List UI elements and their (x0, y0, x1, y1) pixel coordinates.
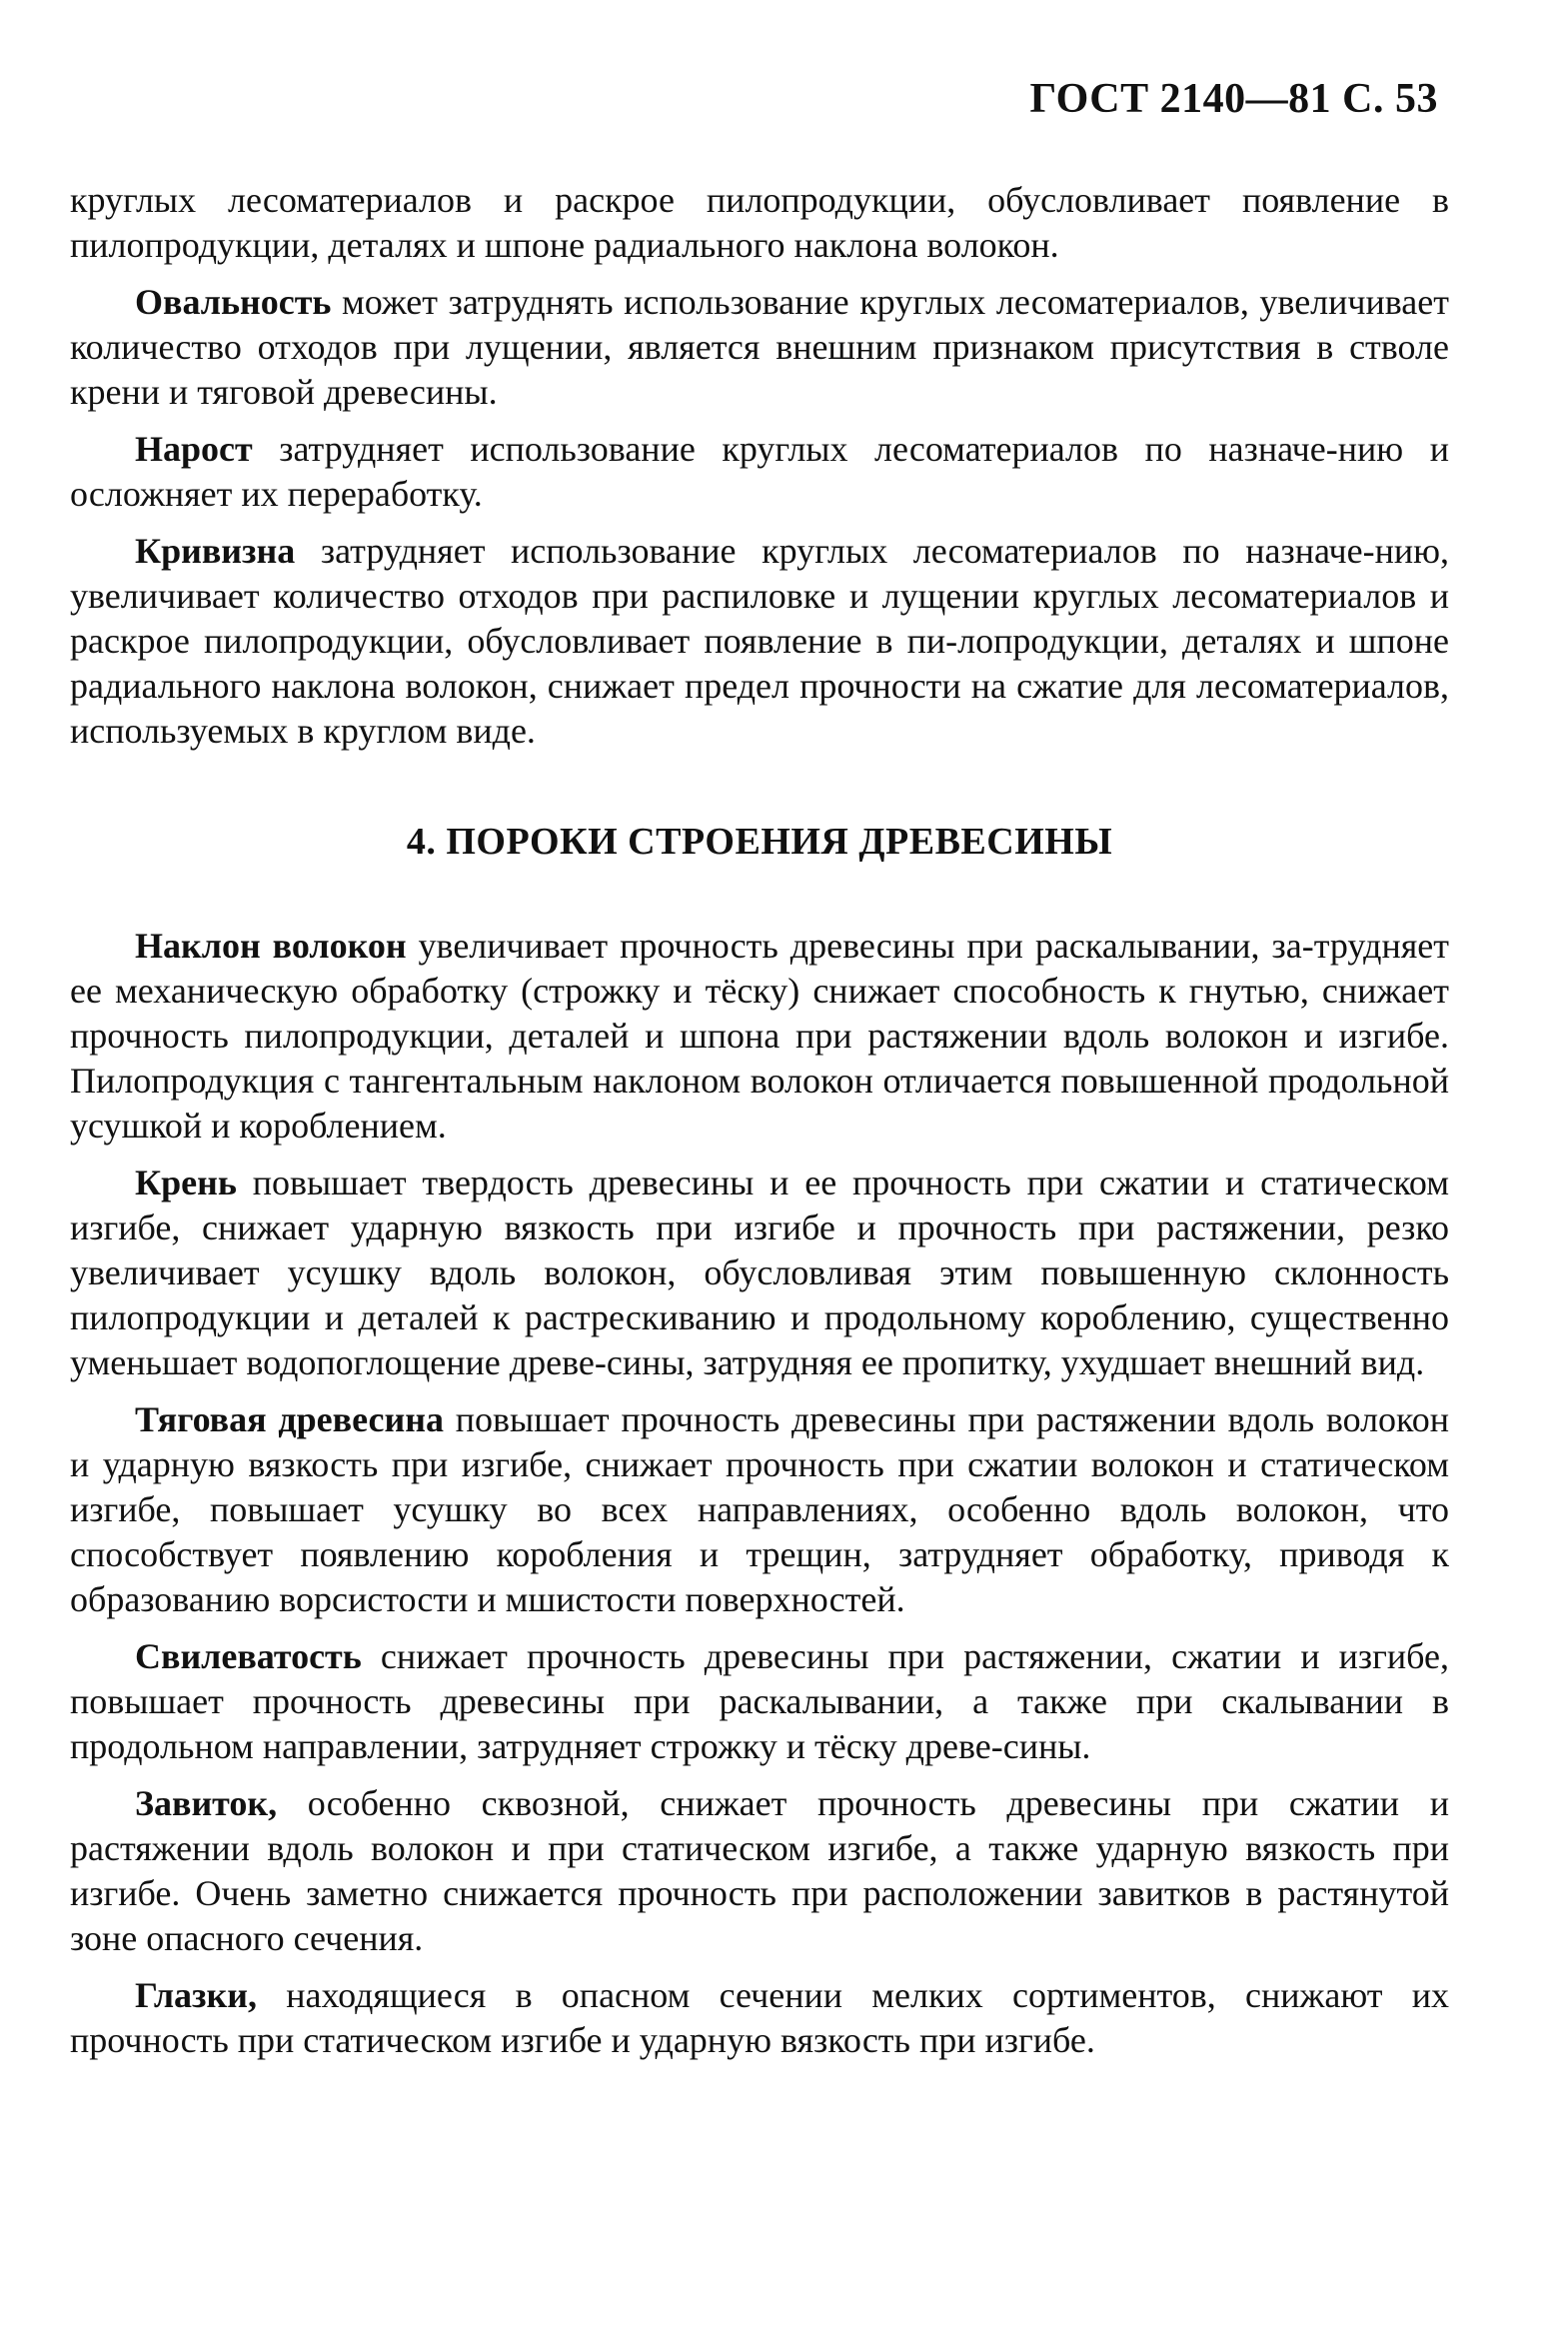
paragraph-svilevatost (70, 1634, 1449, 1769)
paragraph-text: повышает твердость древесины и ее прочность при сжатии и статическом изгибе, снижает ударную вязкость при изгибе и прочность при растяжении, резко увеличивает усушку вдоль волокон, обусловливая этим повышенную склонность пилопродукции и деталей к растрескиванию и продольному короблению, существенно уменьшает водопоглощение древе-сины, затрудняя ее пропитку, ухудшает внешний вид. (70, 1163, 1449, 1382)
paragraph-kren (70, 1161, 1449, 1385)
paragraph-term: Овальность (135, 282, 332, 322)
page-content (70, 178, 1449, 2075)
paragraph-text: особенно сквозной, снижает прочность древесины при сжатии и растяжении вдоль волокон и при статическом изгибе, а также ударную вязкость при изгибе. Очень заметно снижается прочность при расположении завитков в растянутой зоне опасного сечения. (70, 1783, 1449, 1958)
paragraph-term: Наклон волокон (135, 926, 407, 966)
paragraph-term: Глазки, (135, 1975, 257, 2015)
paragraph-text: снижает прочность древесины при растяжении, сжатии и изгибе, повышает прочность древесины при раскалывании, а также при скалывании в продольном направлении, затрудняет строжку и тёску древе-сины. (70, 1636, 1449, 1766)
paragraph-naklon-volokon (70, 924, 1449, 1149)
paragraph-ovalnost (70, 280, 1449, 415)
paragraph-term: Кривизна (135, 531, 296, 571)
page-header: ГОСТ 2140—81 С. 53 (1029, 76, 1438, 122)
paragraph-text: находящиеся в опасном сечении мелких сортиментов, снижают их прочность при статическом изгибе и ударную вязкость при изгибе. (70, 1975, 1449, 2060)
paragraph-text: может затруднять использование круглых лесоматериалов, увеличивает количество отходов при лущении, является внешним признаком присутствия в стволе крени и тяговой древесины. (70, 282, 1449, 412)
paragraph-narost (70, 427, 1449, 517)
paragraph-term: Крень (135, 1163, 237, 1202)
paragraph-text: увеличивает прочность древесины при раскалывании, за-трудняет ее механическую обработку (строжку и тёску) снижает способность к гнутью, снижает прочность пилопродукции, деталей и шпона при растяжении вдоль волокон и изгибе. Пилопродукция с тангентальным наклоном волокон отличается повышенной продольной усушкой и короблением. (70, 926, 1449, 1146)
paragraph-text: затрудняет использование круглых лесоматериалов по назначе-нию, увеличивает количество отходов при распиловке и лущении круглых лесоматериалов и раскрое пилопродукции, обусловливает появление в пи-лопродукции, деталях и шпоне радиального наклона волокон, снижает предел прочности на сжатие для лесоматериалов, используемых в круглом виде. (70, 531, 1449, 751)
paragraph-zavitok (70, 1781, 1449, 1961)
paragraph-text: круглых лесоматериалов и раскрое пилопродукции, обусловливает появление в пилопродукции, деталях и шпоне радиального наклона волокон. (70, 180, 1449, 265)
paragraph-term: Завиток, (135, 1783, 278, 1823)
paragraph-term: Свилеватость (135, 1636, 362, 1676)
paragraph-term: Тяговая древесина (135, 1399, 444, 1439)
section-title: 4. ПОРОКИ СТРОЕНИЯ ДРЕВЕСИНЫ (406, 821, 1113, 863)
paragraph-text: затрудняет использование круглых лесоматериалов по назначе-нию и осложняет их переработку. (70, 429, 1449, 514)
paragraph-term: Нарост (135, 429, 253, 469)
paragraph-glazki (70, 1973, 1449, 2063)
paragraph-krivizna (70, 529, 1449, 754)
paragraph-text: повышает прочность древесины при растяжении вдоль волокон и ударную вязкость при изгибе, снижает прочность при сжатии волокон и статическом изгибе, повышает усушку во всех направлениях, особенно вдоль волокон, что способствует появлению коробления и трещин, затрудняет обработку, приводя к образованию ворсистости и мшистости поверхностей. (70, 1399, 1449, 1619)
paragraph-continuation (70, 178, 1449, 268)
paragraph-tyagovaya-drevesina (70, 1397, 1449, 1622)
